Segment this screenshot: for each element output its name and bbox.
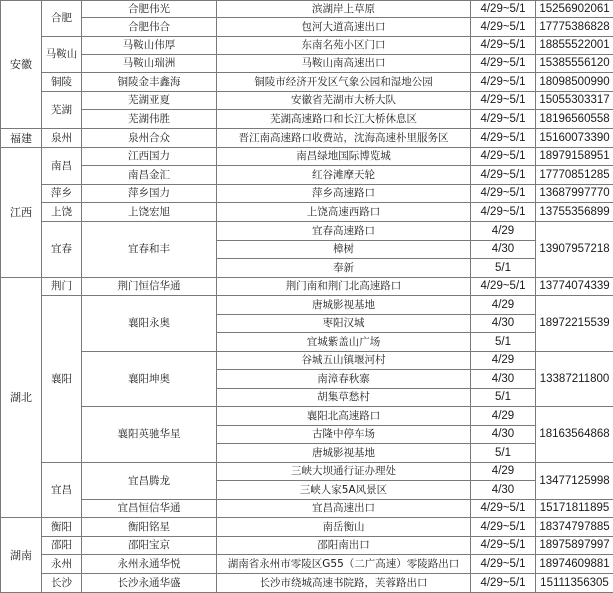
location-cell: 东南名苑小区门口 [217,37,471,55]
city-cell: 襄阳 [42,296,82,463]
city-cell: 芜湖 [42,92,82,129]
date-cell: 4/29~5/1 [471,166,536,185]
dealer-cell: 襄阳英驰华星 [82,407,217,463]
city-cell: 宜昌 [42,463,82,518]
phone-cell: 13755356899 [536,203,613,222]
table-row [1,352,613,370]
date-cell: 4/29~5/1 [471,129,536,148]
date-cell: 4/29~5/1 [471,18,536,37]
phone-cell: 15160073390 [536,129,613,148]
phone-cell: 18979158951 [536,148,613,166]
phone-cell: 15256902061 [536,1,613,18]
dealer-cell: 襄阳坤奥 [82,352,217,407]
dealer-cell: 泉州合众 [82,129,217,148]
dealer-cell: 马鞍山瑞洲 [82,55,217,73]
table-row [1,18,613,37]
location-cell: 奉新 [217,259,471,278]
table-row [1,166,613,185]
location-cell: 襄阳北高速路口 [217,407,471,426]
city-cell: 荆门 [42,278,82,296]
location-cell: 包河大道高速出口 [217,18,471,37]
location-cell: 胡集草愁村 [217,389,471,407]
dealer-cell: 芜湖亚夏 [82,92,217,110]
location-cell: 宜城紫盖山广场 [217,333,471,352]
date-cell: 5/1 [471,259,536,278]
city-cell: 萍乡 [42,185,82,203]
table-row [1,185,613,203]
phone-cell: 18972215539 [536,296,613,352]
location-cell: 宜昌高速出口 [217,500,471,518]
province-cell: 湖北 [1,278,42,518]
location-cell: 南昌绿地国际博览城 [217,148,471,166]
city-cell: 铜陵 [42,73,82,92]
province-cell: 江西 [1,148,42,278]
dealer-cell: 宜昌腾龙 [82,463,217,500]
table-row [1,222,613,241]
province-cell: 安徽 [1,1,42,129]
date-cell: 4/29~5/1 [471,1,536,18]
date-cell: 5/1 [471,333,536,352]
location-cell: 红谷滩摩天轮 [217,166,471,185]
dealer-cell: 长沙永通华盛 [82,574,217,593]
dealer-cell: 襄阳永奥 [82,296,217,352]
phone-cell: 18374797885 [536,518,613,537]
date-cell: 4/30 [471,481,536,500]
date-cell: 4/29~5/1 [471,500,536,518]
dealer-cell: 合肥伟光 [82,1,217,18]
city-cell: 宜春 [42,222,82,278]
location-cell: 铜陵市经济开发区气象公园和湿地公园 [217,73,471,92]
date-cell: 4/29~5/1 [471,555,536,574]
location-cell: 宜春高速路口 [217,222,471,241]
location-cell: 三峡人家5A风景区 [217,481,471,500]
city-cell: 长沙 [42,574,82,593]
dealer-cell: 荆门恒信华通 [82,278,217,296]
location-cell: 上饶高速西路口 [217,203,471,222]
phone-cell: 13387211800 [536,352,613,407]
date-cell: 4/29~5/1 [471,148,536,166]
date-cell: 4/29 [471,222,536,241]
phone-cell: 15171811895 [536,500,613,518]
table-row [1,55,613,73]
date-cell: 4/29~5/1 [471,574,536,593]
dealer-cell: 铜陵金丰鑫海 [82,73,217,92]
dealer-cell: 江西国力 [82,148,217,166]
location-cell: 南漳春秋寨 [217,370,471,389]
location-cell: 唐城影视基地 [217,296,471,315]
date-cell: 4/29~5/1 [471,518,536,537]
phone-cell: 18975897997 [536,537,613,555]
dealer-cell: 邵阳宝京 [82,537,217,555]
location-cell: 晋江南高速路口收费站，沈海高速朴里服务区 [217,129,471,148]
date-cell: 4/29 [471,352,536,370]
phone-cell: 18855522001 [536,37,613,55]
table-row [1,500,613,518]
dealer-cell: 永州永通华悦 [82,555,217,574]
location-cell: 谷城五山镇堰河村 [217,352,471,370]
date-cell: 4/29~5/1 [471,537,536,555]
city-cell: 上饶 [42,203,82,222]
phone-cell: 13774074339 [536,278,613,296]
location-cell: 唐城影视基地 [217,444,471,463]
location-cell: 樟树 [217,241,471,259]
table-row [1,73,613,92]
phone-cell: 15111356305 [536,574,613,593]
city-cell: 泉州 [42,129,82,148]
date-cell: 4/29~5/1 [471,110,536,129]
location-cell: 长沙市绕城高速书院路，芙蓉路出口 [217,574,471,593]
table-row [1,148,613,166]
city-cell: 邵阳 [42,537,82,555]
phone-cell: 15385556120 [536,55,613,73]
date-cell: 4/29~5/1 [471,278,536,296]
table-row [1,110,613,129]
phone-cell: 17775386828 [536,18,613,37]
date-cell: 4/29~5/1 [471,73,536,92]
date-cell: 4/30 [471,426,536,444]
table-row [1,555,613,574]
date-cell: 4/29~5/1 [471,203,536,222]
phone-cell: 18098500990 [536,73,613,92]
date-cell: 4/29 [471,296,536,315]
phone-cell: 17770851285 [536,166,613,185]
table-row [1,407,613,426]
date-cell: 4/29~5/1 [471,55,536,73]
city-cell: 永州 [42,555,82,574]
table-row [1,92,613,110]
phone-cell: 13907957218 [536,222,613,278]
date-cell: 5/1 [471,444,536,463]
phone-cell: 15055303317 [536,92,613,110]
date-cell: 4/29 [471,407,536,426]
table-row [1,518,613,537]
table-row [1,296,613,315]
dealer-cell: 合肥伟合 [82,18,217,37]
location-cell: 荆门南和荆门北高速路口 [217,278,471,296]
dealer-cell: 马鞍山伟厚 [82,37,217,55]
city-cell: 马鞍山 [42,37,82,73]
location-cell: 三峡大坝通行证办理处 [217,463,471,481]
table-row [1,463,613,481]
table-row [1,278,613,296]
table-row [1,203,613,222]
date-cell: 4/30 [471,370,536,389]
location-cell: 安徽省芜湖市大桥大队 [217,92,471,110]
table-row [1,1,613,18]
location-cell: 芜湖高速路口和长江大桥休息区 [217,110,471,129]
phone-cell: 13477125998 [536,463,613,500]
dealer-cell: 衡阳铭星 [82,518,217,537]
location-cell: 马鞍山南高速出口 [217,55,471,73]
province-cell: 福建 [1,129,42,148]
province-cell: 湖南 [1,518,42,593]
phone-cell: 18163564868 [536,407,613,463]
location-cell: 萍乡高速路口 [217,185,471,203]
date-cell: 4/29~5/1 [471,92,536,110]
location-cell: 滨湖岸上草原 [217,1,471,18]
dealer-cell: 南昌金汇 [82,166,217,185]
location-cell: 湖南省永州市零陵区G55（二广高速）零陵路出口 [217,555,471,574]
location-cell: 邵阳南出口 [217,537,471,555]
date-cell: 4/30 [471,315,536,333]
table-row [1,129,613,148]
date-cell: 4/30 [471,241,536,259]
phone-cell: 18196560558 [536,110,613,129]
city-cell: 南昌 [42,148,82,185]
city-cell: 合肥 [42,1,82,37]
dealer-cell: 萍乡国力 [82,185,217,203]
table-row [1,37,613,55]
dealer-cell: 芜湖伟胜 [82,110,217,129]
dealer-cell: 上饶宏旭 [82,203,217,222]
date-cell: 4/29 [471,463,536,481]
location-cell: 南岳衡山 [217,518,471,537]
location-cell: 枣阳汉城 [217,315,471,333]
table-row [1,537,613,555]
city-cell: 衡阳 [42,518,82,537]
date-cell: 5/1 [471,389,536,407]
date-cell: 4/29~5/1 [471,37,536,55]
phone-cell: 18974609881 [536,555,613,574]
date-cell: 4/29~5/1 [471,185,536,203]
phone-cell: 13687997770 [536,185,613,203]
dealer-cell: 宜昌恒信华通 [82,500,217,518]
location-cell: 古隆中停车场 [217,426,471,444]
dealer-cell: 宜春和丰 [82,222,217,278]
